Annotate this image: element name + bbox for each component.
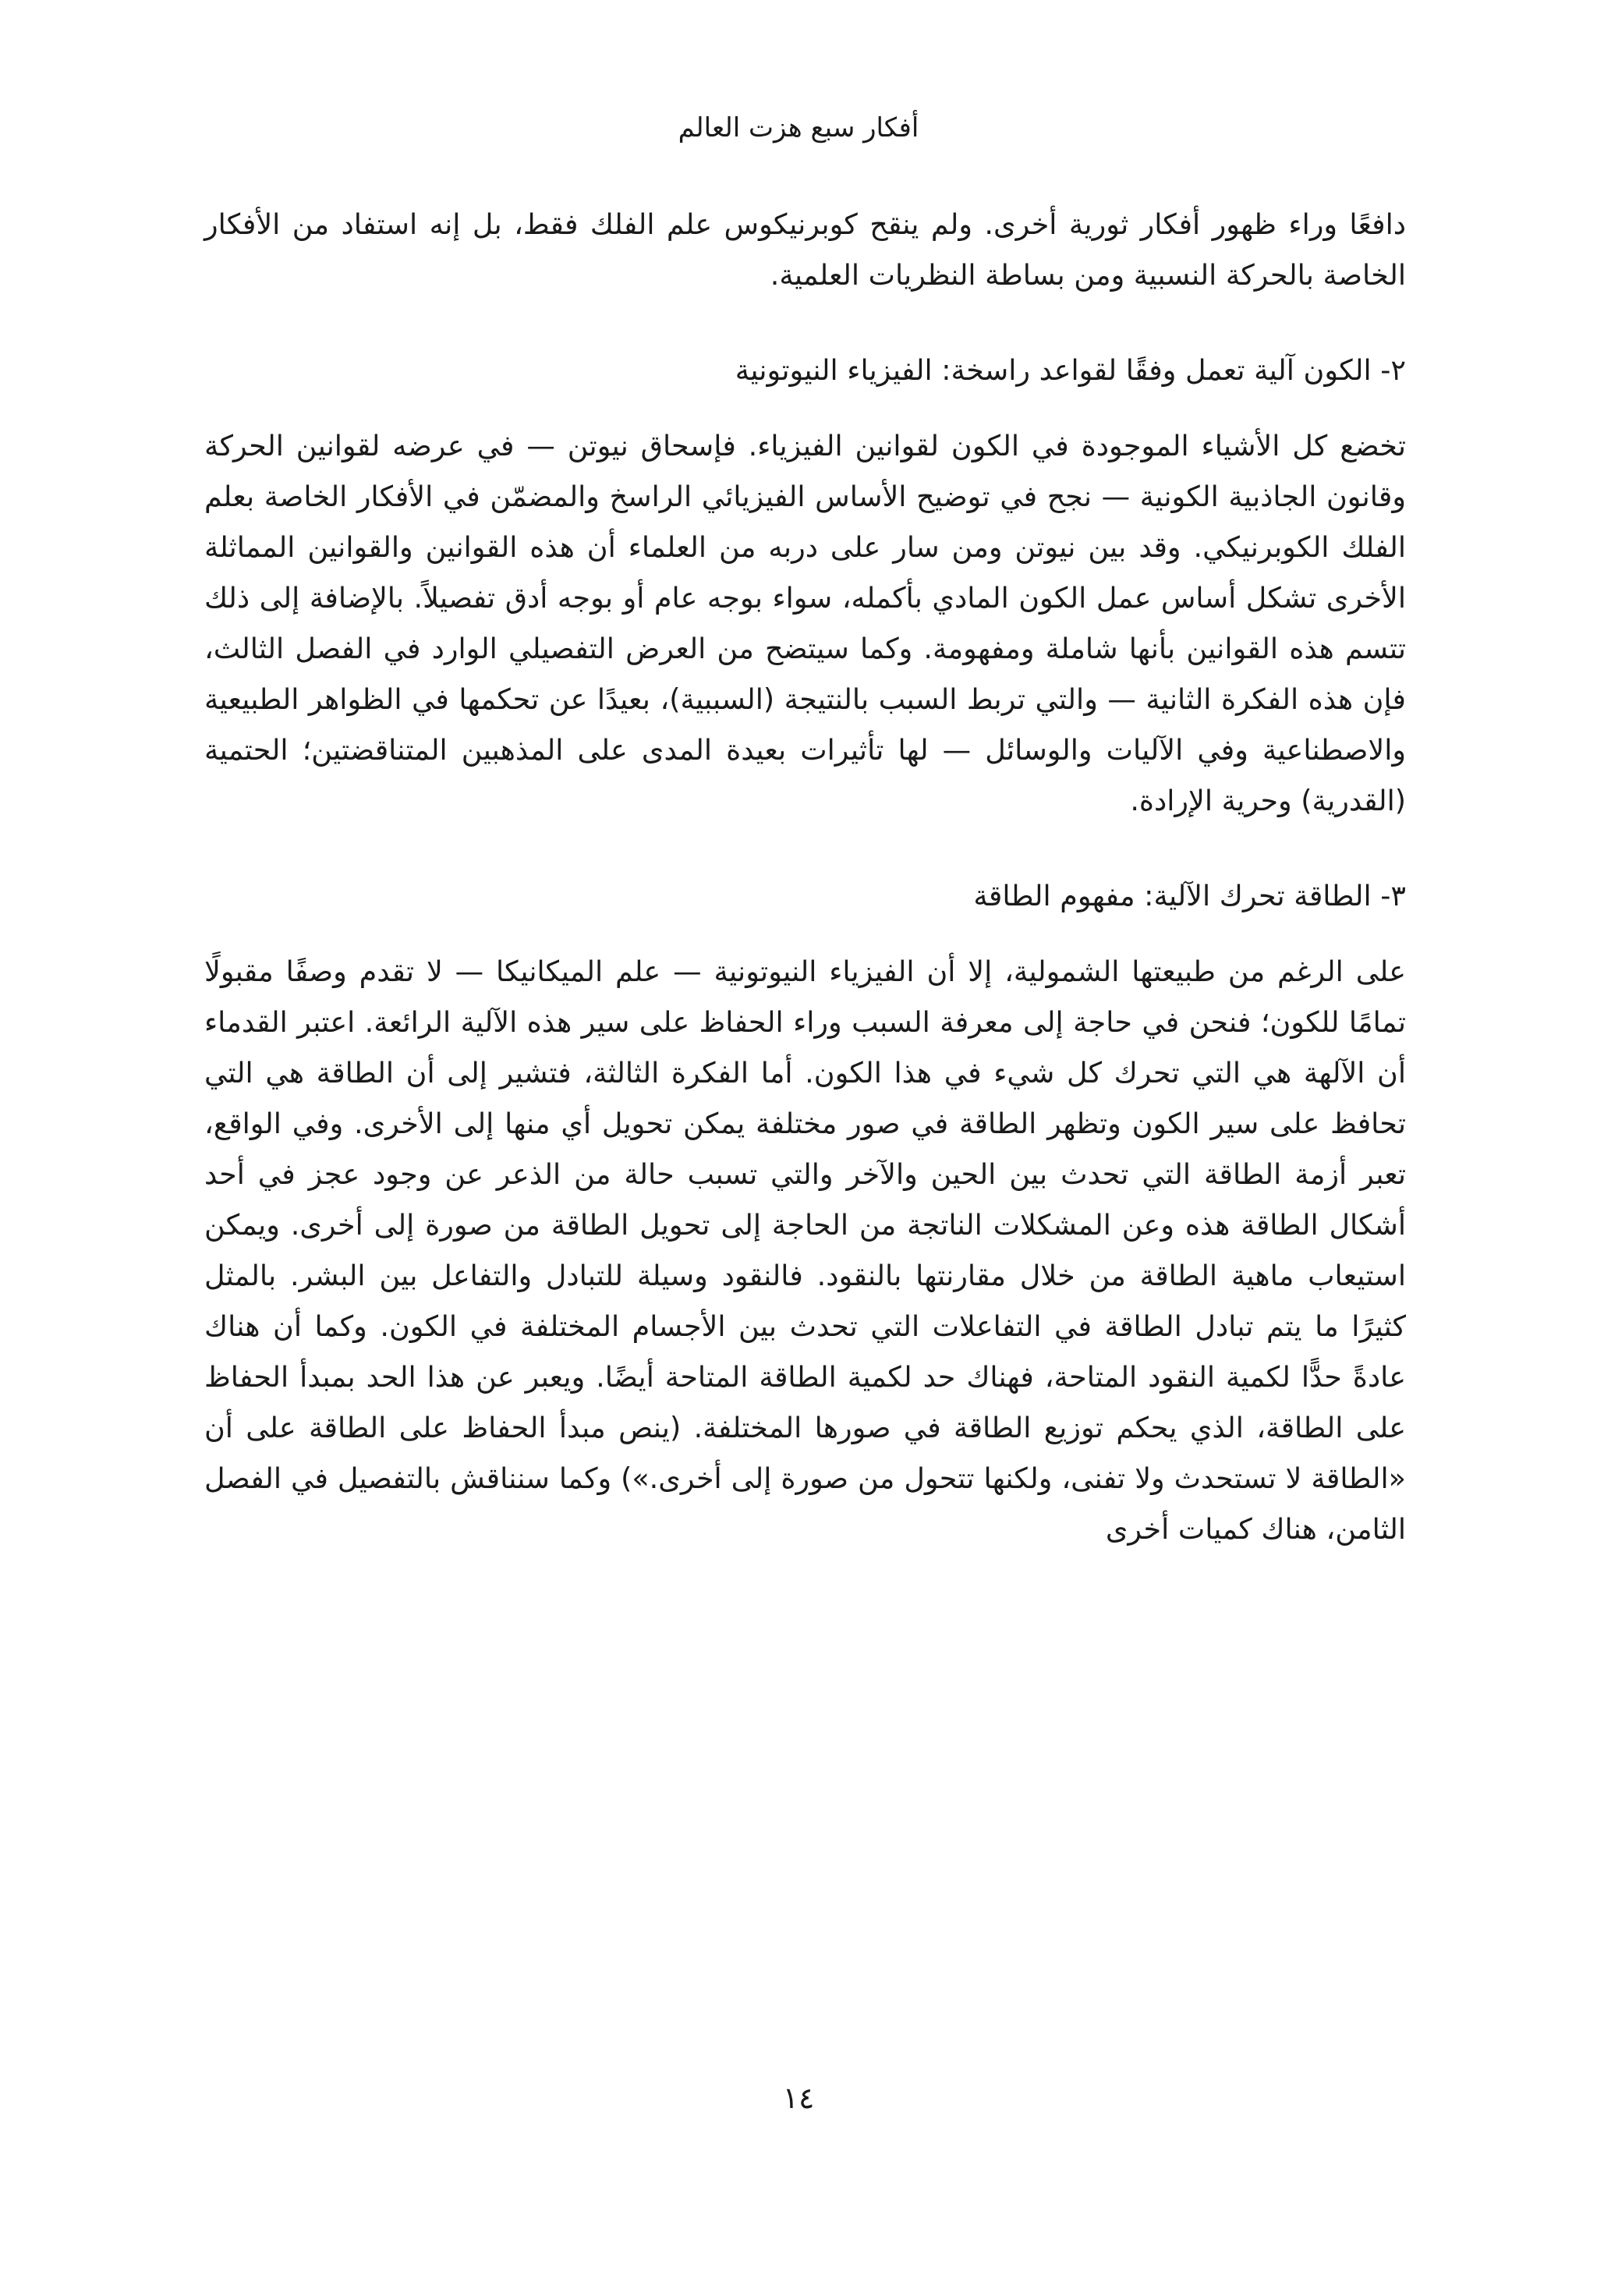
paragraph-intro: دافعًا وراء ظهور أفكار ثورية أخرى. ولم ينقح كوبرنيكوس علم الفلك فقط، بل إنه استفاد من الأفكار الخاصة بالحركة النسبية ومن بساطة النظريات العلمية. bbox=[204, 207, 1406, 292]
running-header: أفكار سبع هزت العالم bbox=[678, 112, 919, 144]
paragraph-energy: على الرغم من طبيعتها الشمولية، إلا أن الفيزياء النيوتونية — علم الميكانيكا — لا تقدم وصفًا مقبولًا تمامًا للكون؛ فنحن في حاجة إلى معرفة السبب وراء الحفاظ على سير هذه الآلية الرائعة. اعتبر القدماء أن الآلهة هي التي تحرك كل شيء في هذا الكون. أما الفكرة الثالثة، فتشير إلى أن الطاقة هي التي تحافظ على سير الكون وتظهر الطاقة في صور مختلفة يمكن تحويل أي منها إلى الأخرى. وفي الواقع، تعبر أزمة الطاقة التي تحدث بين الحين والآخر والتي تسبب حالة من الذعر عن وجود عجز في أحد أشكال الطاقة هذه وعن المشكلات الناتجة من الحاجة إلى تحويل الطاقة من صورة إلى أخرى. ويمكن استيعاب ماهية الطاقة من خلال مقارنتها بالنقود. فالنقود وسيلة للتبادل والتفاعل بين البشر. بالمثل كثيرًا ما يتم تبادل الطاقة في التفاعلات التي تحدث بين الأجسام المختلفة في الكون. وكما أن هناك عادةً حدًّا لكمية النقود المتاحة، فهناك حد لكمية الطاقة المتاحة أيضًا. ويعبر عن هذا الحد بمبدأ الحفاظ على الطاقة، الذي يحكم توزيع الطاقة في صورها المختلفة. (ينص مبدأ الحفاظ على الطاقة على أن «الطاقة لا تستحدث ولا تفنى، ولكنها تتحول من صورة إلى أخرى.») وكما سنناقش بالتفصيل في الفصل الثامن، هناك كميات أخرى bbox=[204, 955, 1406, 1546]
page-number: ١٤ bbox=[782, 2081, 815, 2115]
body-text bbox=[204, 199, 1406, 1554]
paragraph-newtonian-physics: تخضع كل الأشياء الموجودة في الكون لقوانين الفيزياء. فإسحاق نيوتن — في عرضه لقوانين الحركة وقانون الجاذبية الكونية — نجح في توضيح الأساس الفيزيائي الراسخ والمضمّن في الأفكار الخاصة بعلم الفلك الكوبرنيكي. وقد بين نيوتن ومن سار على دربه من العلماء أن هذه القوانين والقوانين المماثلة الأخرى تشكل أساس عمل الكون المادي بأكمله، سواء بوجه عام أو بوجه أدق تفصيلاً. بالإضافة إلى ذلك تتسم هذه القوانين بأنها شاملة ومفهومة. وكما سيتضح من العرض التفصيلي الوارد في الفصل الثالث، فإن هذه الفكرة الثانية — والتي تربط السبب بالنتيجة (السببية)، بعيدًا عن تحكمها في الظواهر الطبيعية والاصطناعية وفي الآليات والوسائل — لها تأثيرات بعيدة المدى على المذهبين المتناقضتين؛ الحتمية (القدرية) وحرية الإرادة. bbox=[204, 429, 1406, 817]
section-heading-newtonian-physics: ٢- الكون آلية تعمل وفقًا لقواعد راسخة: الفيزياء النيوتونية bbox=[735, 353, 1406, 387]
section-heading-energy: ٣- الطاقة تحرك الآلية: مفهوم الطاقة bbox=[973, 879, 1406, 912]
